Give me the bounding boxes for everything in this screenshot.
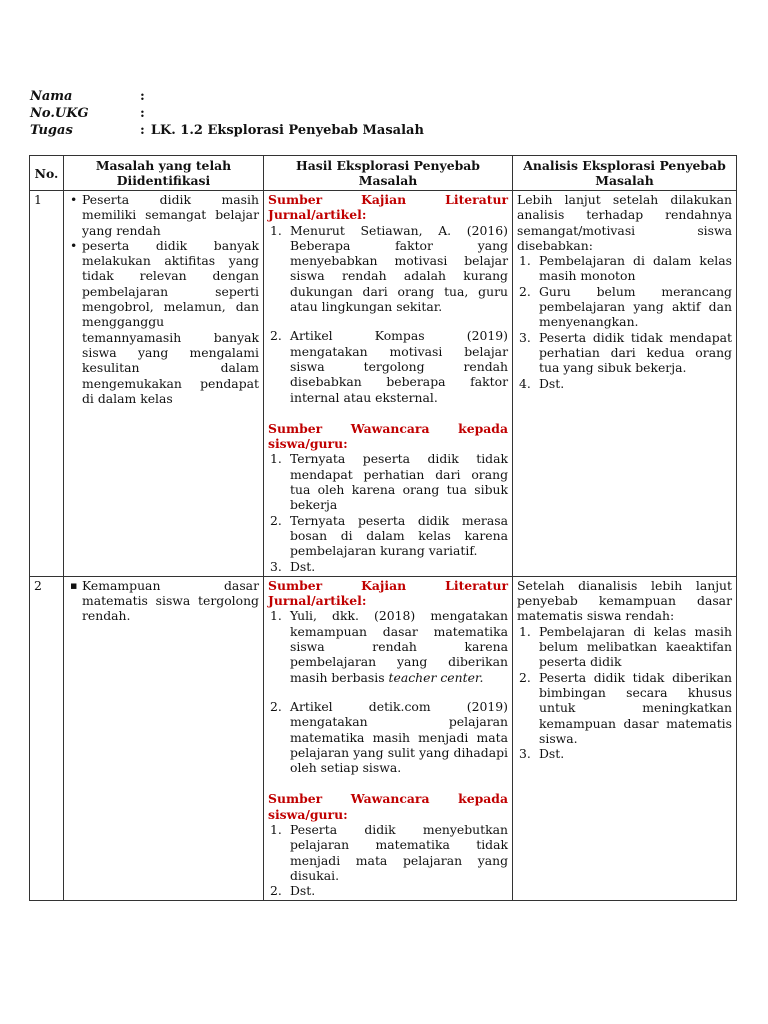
- list-item: ▪ Kemampuan dasar matematis siswa tergolong rendah.: [68, 578, 259, 624]
- list-item: 2. Ternyata peserta didik merasa bosan di dalam kelas karena pembelajaran kurang variatif.: [270, 512, 508, 559]
- masalah-cell: [64, 576, 264, 901]
- analisis-intro: Lebih lanjut setelah dilakukan analisis terhadap rendahnya semangat/motivasi siswa disebabkan:: [517, 192, 732, 253]
- list-item-text: Dst.: [539, 746, 565, 762]
- list-item: 1. Ternyata peserta didik tidak mendapat perhatian dari orang tua oleh karena orang tua sibuk bekerja: [270, 451, 508, 513]
- table-row: [30, 576, 737, 901]
- nama-row: [30, 88, 424, 105]
- table-header-row: [30, 156, 737, 191]
- list-item: 2. Peserta didik tidak diberikan bimbingan secara khusus untuk meningkatkan kemampuan dasar matematis siswa.: [519, 669, 732, 746]
- col-header-analisis: Analisis Eksplorasi Penyebab Masalah: [513, 156, 737, 191]
- list-item: • Peserta didik masih memiliki semangat belajar yang rendah: [68, 192, 259, 238]
- list-item-text: Menurut Setiawan, A. (2016) Beberapa faktor yang menyebabkan motivasi belajar siswa rendah adalah kurang dukungan dari orang tua, guru atau lingkungan sekitar.: [290, 222, 508, 315]
- list-item-text: Artikel detik.com (2019) mengatakan pelajaran matematika masih menjadi mata pelajaran yang sulit yang dihadapi oleh setiap siswa.: [290, 698, 508, 776]
- list-item-text: Yuli, dkk. (2018) mengatakan kemampuan dasar matematika siswa rendah karena pembelajaran yang diberikan masih berbasis: [290, 608, 508, 685]
- no-ukg-row: [30, 105, 424, 122]
- spacer: [268, 314, 508, 328]
- list-item: 2. Dst.: [270, 883, 316, 899]
- list-item-text: Dst.: [290, 558, 316, 574]
- masalah-cell: [64, 191, 264, 577]
- list-item-text: Pembelajaran di kelas masih belum melibatkan kaeaktifan peserta didik: [539, 623, 732, 670]
- nama-label: Nama: [30, 89, 73, 104]
- no-ukg-colon: :: [140, 106, 145, 121]
- list-item: 1. Peserta didik menyebutkan pelajaran matematika tidak menjadi mata pelajaran yang disukai.: [270, 821, 508, 883]
- row-number: 2: [30, 576, 64, 901]
- list-item-text: Dst.: [290, 883, 316, 899]
- literatur-heading: Sumber Kajian Literatur Jurnal/artikel:: [268, 192, 508, 223]
- col-header-no: No.: [30, 156, 64, 191]
- col-header-masalah: Masalah yang telah Diidentifikasi: [64, 156, 264, 191]
- hasil-cell: [264, 576, 513, 901]
- list-item-text: Artikel Kompas (2019) mengatakan motivasi belajar siswa tergolong rendah disebabkan beberapa faktor internal atau eksternal.: [290, 328, 508, 405]
- exploration-table: [29, 155, 737, 901]
- no-ukg-label: No.UKG: [30, 106, 89, 121]
- row-number: 1: [30, 191, 64, 577]
- analisis-cell: [513, 191, 737, 577]
- list-item-italic: teacher center.: [388, 669, 484, 685]
- tugas-label: Tugas: [30, 123, 73, 138]
- list-item-text: Ternyata peserta didik merasa bosan di dalam kelas karena pembelajaran kurang variatif.: [290, 512, 508, 559]
- analisis-intro: Setelah dianalisis lebih lanjut penyebab kemampuan dasar matematis siswa rendah:: [517, 577, 732, 624]
- tugas-value: LK. 1.2 Eksplorasi Penyebab Masalah: [150, 123, 424, 138]
- spacer: [268, 685, 508, 699]
- list-item-text: Dst.: [539, 375, 565, 391]
- list-item: 4. Dst.: [519, 375, 565, 391]
- list-item: 3. Dst.: [270, 558, 316, 574]
- list-item-text: Peserta didik tidak mendapat perhatian dari kedua orang tua yang sibuk bekerja.: [539, 329, 732, 376]
- list-item-text: Guru belum merancang pembelajaran yang aktif dan menyenangkan.: [539, 283, 732, 330]
- list-item-text: Peserta didik tidak diberikan bimbingan secara khusus untuk meningkatkan kemampuan dasar matematis siswa.: [539, 669, 732, 746]
- spacer: [268, 775, 508, 791]
- tugas-colon: :: [140, 123, 145, 138]
- nama-colon: :: [140, 89, 145, 104]
- list-item: 2. Guru belum merancang pembelajaran yang aktif dan menyenangkan.: [519, 283, 732, 330]
- wawancara-heading: Sumber Wawancara kepada siswa/guru:: [268, 420, 508, 452]
- list-item-text: Ternyata peserta didik tidak mendapat perhatian dari orang tua oleh karena orang tua sibuk bekerja: [290, 451, 508, 513]
- list-item: 1. Menurut Setiawan, A. (2016) Beberapa faktor yang menyebabkan motivasi belajar siswa rendah adalah kurang dukungan dari orang tua, guru atau lingkungan sekitar.: [270, 222, 508, 315]
- list-item: 3. Peserta didik tidak mendapat perhatian dari kedua orang tua yang sibuk bekerja.: [519, 329, 732, 376]
- hasil-cell: [264, 191, 513, 577]
- col-header-hasil: Hasil Eksplorasi Penyebab Masalah: [264, 156, 513, 191]
- list-item-text: Peserta didik menyebutkan pelajaran matematika tidak menjadi mata pelajaran yang disukai.: [290, 821, 508, 883]
- list-item: 1. Pembelajaran di dalam kelas masih monoton: [519, 253, 732, 284]
- table-row: [30, 191, 737, 577]
- list-item: 1. Pembelajaran di kelas masih belum melibatkan kaeaktifan peserta didik: [519, 623, 732, 670]
- wawancara-heading: Sumber Wawancara kepada siswa/guru:: [268, 791, 508, 822]
- literatur-heading: Sumber Kajian Literatur Jurnal/artikel:: [268, 577, 508, 609]
- form-header: [30, 88, 424, 139]
- list-item-text: Pembelajaran di dalam kelas masih monoton: [539, 253, 732, 284]
- list-item: • peserta didik banyak melakukan aktifitas yang tidak relevan dengan pembelajaran seperti mengobrol, melamun, dan mengganggu temannyamasih banyak siswa yang mengalami kesulitan dalam mengemukakan pendapat di dalam kelas: [68, 238, 259, 406]
- list-item: 3. Dst.: [519, 746, 565, 762]
- list-item: 1. Yuli, dkk. (2018) mengatakan kemampuan dasar matematika siswa rendah karena pembelajaran yang diberikan masih berbasis teacher center.: [270, 608, 508, 685]
- list-item: 2. Artikel detik.com (2019) mengatakan pelajaran matematika masih menjadi mata pelajaran yang sulit yang dihadapi oleh setiap siswa.: [270, 698, 508, 776]
- list-item: 2. Artikel Kompas (2019) mengatakan motivasi belajar siswa tergolong rendah disebabkan beberapa faktor internal atau eksternal.: [270, 328, 508, 405]
- tugas-row: [30, 122, 424, 139]
- analisis-cell: [513, 576, 737, 901]
- spacer: [268, 405, 508, 421]
